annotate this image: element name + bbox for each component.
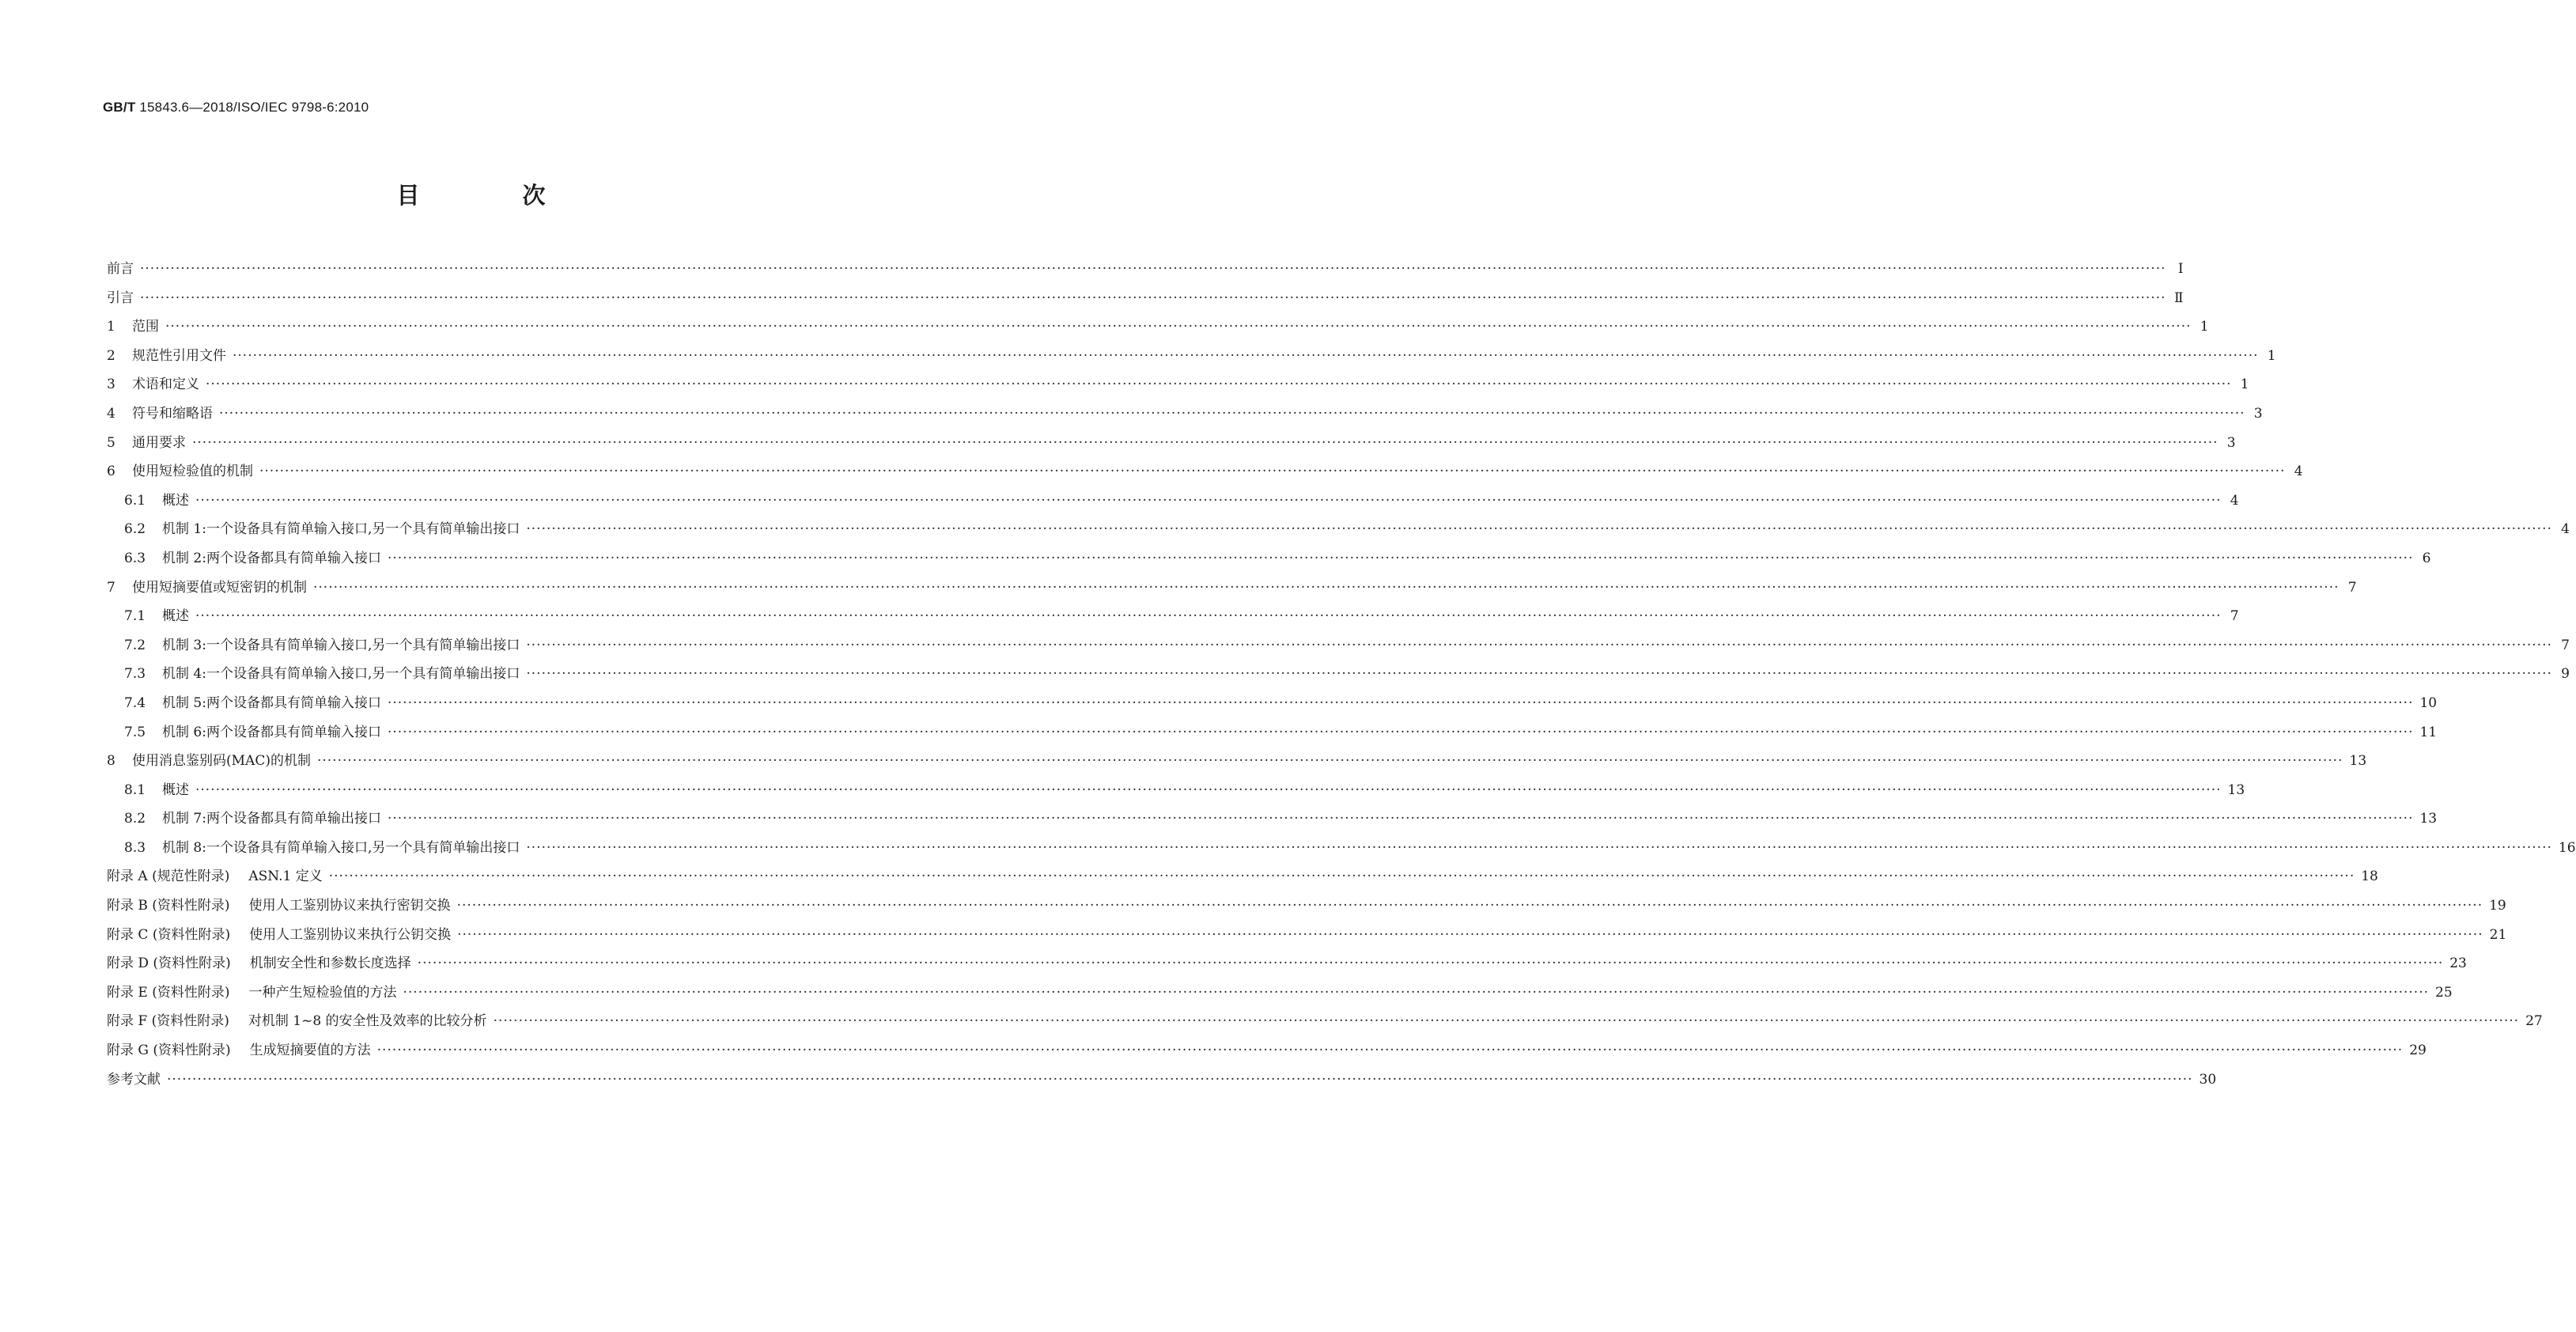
toc-entry-number: 7 — [107, 579, 115, 596]
dot-leader: ················································································································································································································································································································································································································ — [387, 811, 2414, 827]
dot-leader: ················································································································································································································································································································································································································ — [417, 955, 2444, 972]
dot-leader: ················································································································································································································································································································································································································ — [140, 289, 2166, 306]
toc-entry-text — [124, 836, 520, 856]
toc-entry-number: 6 — [107, 464, 115, 480]
toc-entry-label: 通用要求 — [132, 434, 186, 451]
toc-entry-label: 前言 — [107, 261, 134, 277]
toc-entry[interactable] — [107, 836, 2576, 865]
dot-leader: ················································································································································································································································································································································································································ — [192, 434, 2219, 451]
toc-entry-page: 13 — [2419, 811, 2438, 827]
standard-header — [103, 100, 369, 115]
toc-entry-label: 机制 1:一个设备具有简单输入接口,另一个具有简单输出接口 — [162, 521, 520, 538]
page-title: 目 次 — [396, 182, 593, 209]
toc-entry-label: 机制 8:一个设备具有简单输入接口,另一个具有简单输出接口 — [162, 839, 520, 856]
toc-entry-page: Ⅱ — [2173, 289, 2184, 306]
toc-entry-text — [107, 286, 134, 306]
toc-entry[interactable] — [107, 489, 2239, 518]
dot-leader: ················································································································································································································································································································································································································ — [493, 1013, 2520, 1030]
toc-entry[interactable] — [107, 576, 2357, 605]
toc-entry-page: 4 — [2230, 492, 2239, 509]
toc-entry-label: 使用人工鉴别协议来执行公钥交换 — [249, 926, 452, 943]
toc-entry-number: 8.1 — [124, 781, 146, 798]
toc-entry-text — [107, 402, 213, 422]
toc-entry-text — [107, 865, 323, 884]
dot-leader: ················································································································································································································································································································································································································ — [526, 666, 2552, 683]
toc-entry-text — [124, 489, 189, 509]
toc-entry-number: 7.2 — [124, 637, 146, 653]
toc-entry[interactable] — [107, 517, 2570, 547]
toc-entry-label: 对机制 1~8 的安全性及效率的比较分析 — [248, 1013, 487, 1030]
toc-entry-text — [124, 807, 381, 827]
toc-entry-number: 7.1 — [124, 608, 146, 625]
toc-entry[interactable] — [107, 373, 2249, 402]
toc-entry-page: 7 — [2230, 608, 2239, 625]
toc-entry-text — [124, 604, 189, 624]
toc-entry-number: 4 — [107, 405, 115, 422]
toc-entry-page: 3 — [2253, 405, 2263, 422]
toc-entry-label: 范围 — [132, 319, 159, 335]
toc-entry-number: 6.3 — [124, 550, 146, 566]
dot-leader: ················································································································································································································································································································································································································ — [219, 405, 2245, 422]
toc-entry-text — [107, 373, 199, 392]
dot-leader: ················································································································································································································································································································································································································ — [328, 868, 2355, 885]
toc-entry-number: 8 — [107, 753, 115, 770]
toc-entry-number: 1 — [107, 319, 115, 335]
toc-entry[interactable] — [107, 1068, 2217, 1097]
toc-entry[interactable] — [107, 749, 2367, 778]
dot-leader: ················································································································································································································································································································································································································ — [403, 984, 2430, 1001]
toc-entry[interactable] — [107, 257, 2184, 286]
toc-entry-label: 使用短摘要值或短密钥的机制 — [132, 579, 307, 596]
dot-leader: ················································································································································································································································································································································································································ — [376, 1043, 2404, 1059]
dot-leader: ················································································································································································································································································································································································································ — [195, 492, 2222, 509]
toc-entry-number: 7.4 — [124, 694, 146, 711]
toc-entry-number: 附录 D (资料性附录) — [107, 955, 231, 972]
toc-entry-page: 16 — [2558, 839, 2576, 856]
toc-entry-number: 附录 A (规范性附录) — [107, 868, 230, 885]
toc-entry-number: 2 — [107, 347, 115, 364]
toc-entry-text — [107, 431, 186, 451]
toc-entry[interactable] — [107, 1009, 2543, 1039]
toc-entry-label: 机制安全性和参数长度选择 — [249, 955, 411, 972]
dot-leader: ················································································································································································································································································································································································································ — [259, 464, 2286, 480]
toc-entry-number: 7.5 — [124, 724, 146, 740]
toc-entry-label: 概述 — [162, 781, 189, 798]
toc-entry-label: 机制 5:两个设备都具有简单输入接口 — [162, 694, 381, 711]
toc-entry-number: 附录 G (资料性附录) — [107, 1043, 231, 1059]
toc-entry-page: 18 — [2361, 868, 2378, 885]
toc-entry-page: 4 — [2294, 464, 2303, 480]
toc-entry-label: 机制 7:两个设备都具有简单输出接口 — [162, 811, 381, 827]
toc-entry[interactable] — [107, 894, 2506, 923]
toc-entry[interactable] — [107, 1039, 2427, 1068]
dot-leader: ················································································································································································································································································································································································································ — [387, 550, 2414, 566]
toc-entry[interactable] — [107, 402, 2263, 431]
toc-entry-page: 3 — [2226, 434, 2236, 451]
toc-entry-text — [107, 1039, 371, 1058]
toc-entry-page: 1 — [2200, 319, 2209, 335]
toc-entry-page: 1 — [2267, 347, 2276, 364]
toc-entry[interactable] — [107, 691, 2438, 721]
standard-number: 15843.6—2018/ISO/IEC 9798-6:2010 — [139, 100, 369, 115]
toc-entry-text — [107, 1068, 161, 1088]
toc-entry-page: 11 — [2419, 724, 2438, 740]
toc-entry-label: 规范性引用文件 — [132, 347, 226, 364]
dot-leader: ················································································································································································································································································································································································································ — [526, 521, 2552, 538]
toc-entry[interactable] — [107, 721, 2438, 750]
toc-entry-page: 4 — [2561, 521, 2570, 538]
table-of-contents — [107, 257, 2576, 1096]
toc-entry[interactable] — [107, 547, 2431, 576]
dot-leader: ················································································································································································································································································································································································································ — [526, 839, 2552, 856]
toc-entry-label: 一种产生短检验值的方法 — [248, 984, 397, 1001]
toc-entry-page: 13 — [2227, 781, 2245, 798]
toc-entry[interactable] — [107, 344, 2276, 373]
toc-entry[interactable] — [107, 865, 2378, 894]
toc-entry-number: 附录 E (资料性附录) — [107, 984, 230, 1001]
dot-leader: ················································································································································································································································································································································································································ — [316, 753, 2343, 770]
toc-entry-number: 附录 C (资料性附录) — [107, 926, 231, 943]
toc-entry-number: 5 — [107, 434, 115, 451]
toc-entry[interactable] — [107, 460, 2303, 489]
toc-entry-page: 25 — [2435, 984, 2453, 1001]
toc-entry-number: 7.3 — [124, 666, 146, 683]
toc-entry[interactable] — [107, 981, 2453, 1010]
toc-entry-page: 19 — [2489, 898, 2506, 914]
toc-entry[interactable] — [107, 778, 2245, 808]
toc-entry-page: 23 — [2449, 955, 2467, 972]
toc-entry-page: 9 — [2561, 666, 2570, 683]
toc-entry-text — [124, 691, 381, 711]
toc-entry-text — [107, 894, 451, 914]
standard-code: GB/T — [103, 100, 136, 115]
toc-entry-label: 机制 2:两个设备都具有简单输入接口 — [162, 550, 381, 566]
toc-entry[interactable] — [107, 604, 2239, 634]
toc-entry-label: 机制 4:一个设备具有简单输入接口,另一个具有简单输出接口 — [162, 666, 520, 683]
toc-entry-label: 机制 6:两个设备都具有简单输入接口 — [162, 724, 381, 740]
dot-leader: ················································································································································································································································································································································································································ — [526, 637, 2552, 653]
dot-leader: ················································································································································································································································································································································································································ — [313, 579, 2340, 596]
toc-entry-page: 13 — [2349, 753, 2367, 770]
toc-entry-label: 机制 3:一个设备具有简单输入接口,另一个具有简单输出接口 — [162, 637, 520, 653]
toc-entry[interactable] — [107, 315, 2209, 344]
toc-entry-text — [107, 749, 311, 769]
toc-entry[interactable] — [107, 807, 2438, 836]
toc-entry-text — [107, 923, 451, 943]
toc-entry-label: 使用消息鉴别码(MAC)的机制 — [132, 753, 311, 770]
toc-entry-label: 参考文献 — [107, 1071, 161, 1088]
toc-entry-text — [124, 721, 381, 740]
toc-entry-text — [107, 981, 396, 1001]
toc-entry-page: 30 — [2199, 1071, 2217, 1088]
toc-entry-number: 6.1 — [124, 492, 146, 509]
dot-leader: ················································································································································································································································································································································································································ — [457, 926, 2483, 943]
toc-entry[interactable] — [107, 286, 2184, 316]
toc-entry-number: 3 — [107, 377, 115, 393]
toc-entry[interactable] — [107, 431, 2236, 460]
toc-entry-label: 使用人工鉴别协议来执行密钥交换 — [248, 898, 451, 914]
toc-entry-text — [107, 1009, 487, 1029]
dot-leader: ················································································································································································································································································································································································································ — [387, 724, 2414, 740]
toc-entry-label: 符号和缩略语 — [132, 405, 213, 422]
toc-entry-label: 概述 — [162, 608, 189, 625]
toc-entry-text — [107, 460, 253, 479]
toc-entry-text — [107, 952, 411, 971]
toc-entry-page: 10 — [2419, 694, 2438, 711]
toc-entry-text — [124, 547, 381, 566]
toc-entry-number: 6.2 — [124, 521, 146, 538]
toc-entry[interactable] — [107, 952, 2467, 981]
toc-entry[interactable] — [107, 662, 2570, 691]
toc-entry-label: 概述 — [162, 492, 189, 509]
toc-entry[interactable] — [107, 634, 2570, 663]
dot-leader: ················································································································································································································································································································································································································ — [195, 608, 2222, 625]
toc-entry-text — [107, 315, 159, 335]
toc-entry-text — [124, 778, 189, 798]
toc-entry-page: 29 — [2409, 1043, 2427, 1059]
dot-leader: ················································································································································································································································································································································································································ — [167, 1071, 2193, 1088]
toc-entry-label: 术语和定义 — [132, 377, 199, 393]
dot-leader: ················································································································································································································································································································································································································ — [206, 377, 2232, 393]
dot-leader: ················································································································································································································································································································································································································ — [165, 319, 2192, 335]
toc-entry-label: ASN.1 定义 — [248, 868, 323, 885]
dot-leader: ················································································································································································································································································································································································································ — [387, 694, 2414, 711]
toc-entry-text — [124, 517, 520, 537]
toc-entry-page: 27 — [2525, 1013, 2543, 1030]
toc-entry-label: 生成短摘要值的方法 — [249, 1043, 371, 1059]
toc-entry-page: 7 — [2347, 579, 2357, 596]
toc-entry-page: 21 — [2489, 926, 2507, 943]
toc-entry-number: 8.3 — [124, 839, 146, 856]
toc-entry-page: 7 — [2561, 637, 2570, 653]
toc-entry[interactable] — [107, 923, 2507, 952]
toc-entry-label: 引言 — [107, 289, 134, 306]
toc-entry-number: 附录 F (资料性附录) — [107, 1013, 229, 1030]
toc-entry-page: 1 — [2240, 377, 2249, 393]
toc-entry-text — [107, 344, 226, 364]
toc-entry-page: Ⅰ — [2177, 261, 2184, 277]
dot-leader: ················································································································································································································································································································································································································ — [195, 781, 2222, 798]
toc-entry-text — [124, 634, 520, 653]
dot-leader: ················································································································································································································································································································································································································ — [140, 261, 2166, 277]
toc-entry-page: 6 — [2422, 550, 2431, 566]
toc-entry-number: 附录 B (资料性附录) — [107, 898, 230, 914]
toc-entry-text — [107, 576, 307, 596]
dot-leader: ················································································································································································································································································································································································································ — [456, 898, 2483, 914]
toc-entry-text — [107, 257, 134, 277]
toc-entry-number: 8.2 — [124, 811, 146, 827]
dot-leader: ················································································································································································································································································································································································································ — [233, 347, 2259, 364]
toc-entry-text — [124, 662, 520, 682]
toc-entry-label: 使用短检验值的机制 — [132, 464, 253, 480]
